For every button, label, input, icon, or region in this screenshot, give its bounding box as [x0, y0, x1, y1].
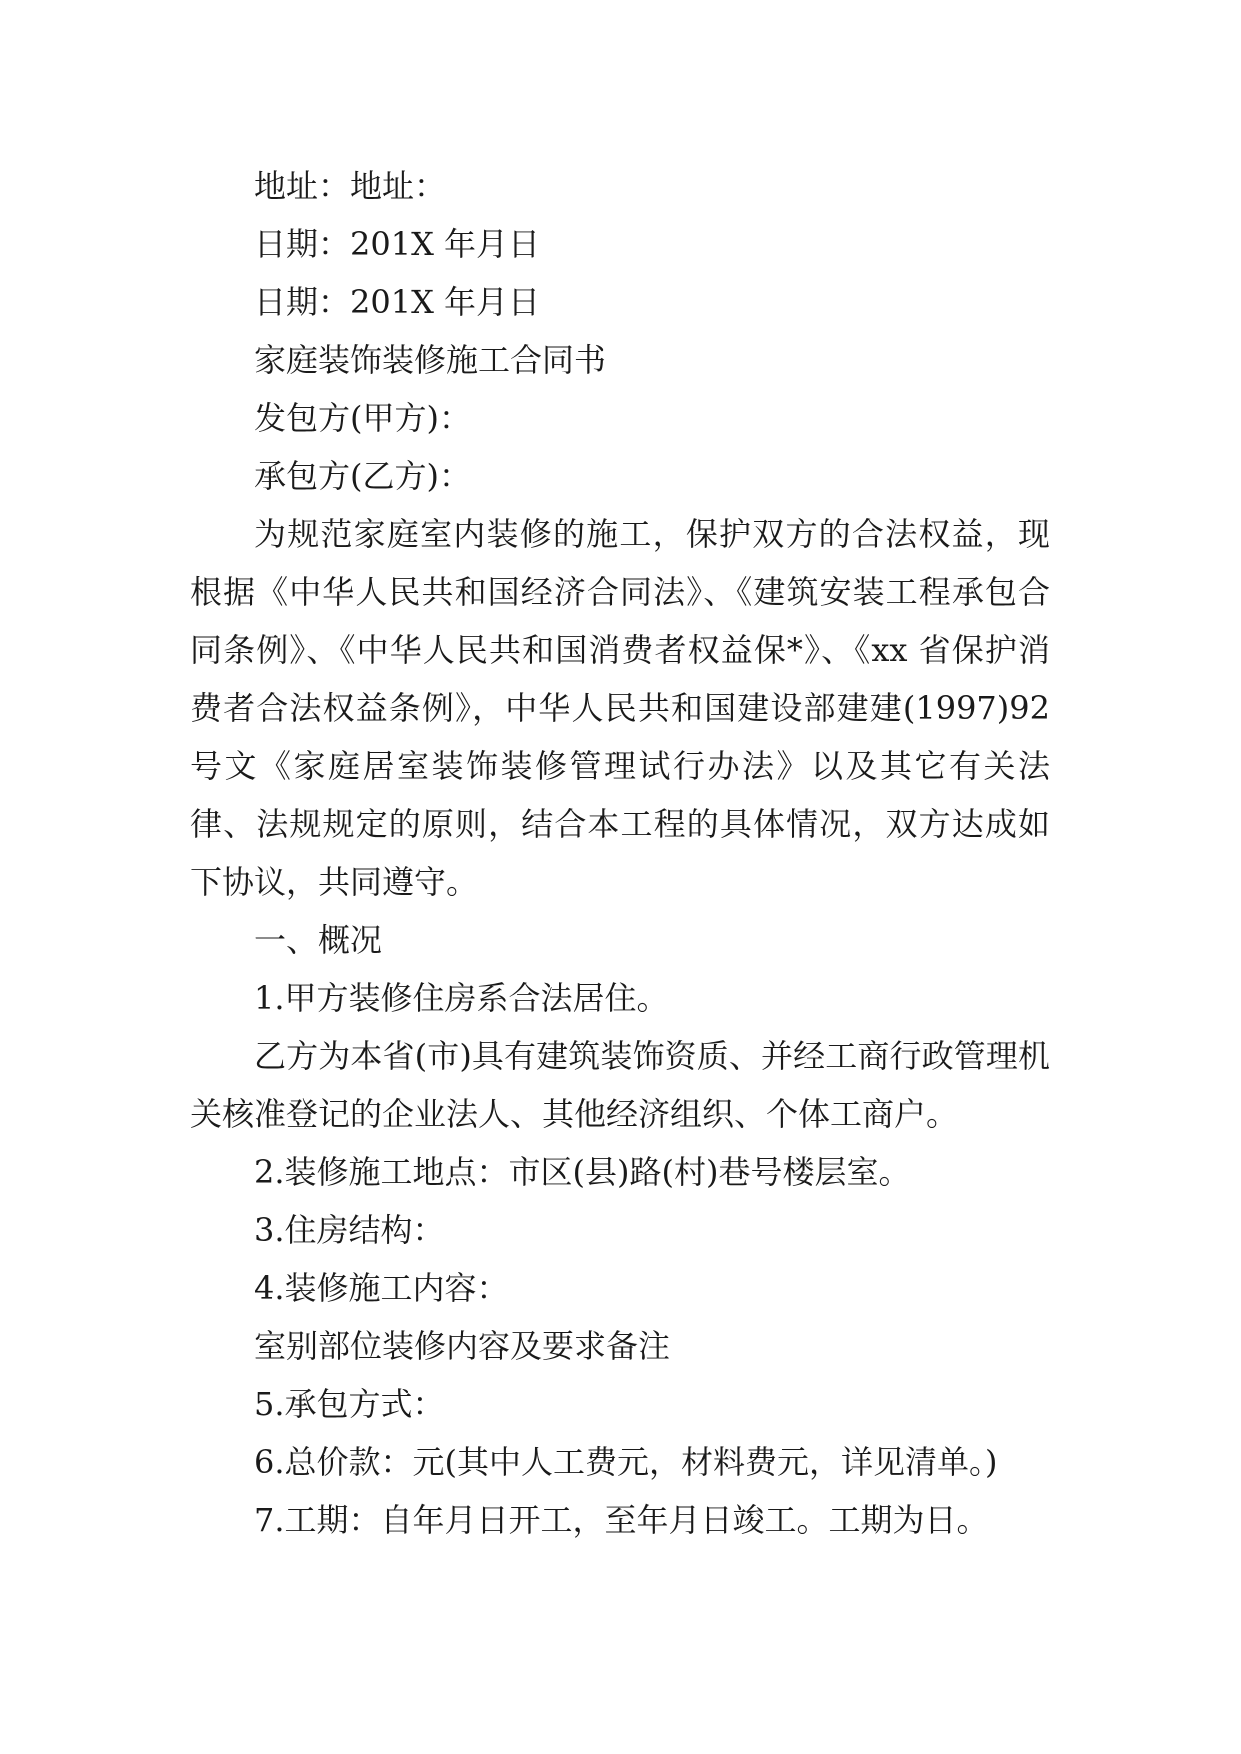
party-b-line: 承包方(乙方)：	[254, 457, 471, 495]
clause-6-total-price: 6.总价款：元(其中人工费元，材料费元，详见清单。)	[254, 1443, 998, 1481]
preamble-paragraph: 为规范家庭室内装修的施工，保护双方的合法权益，现根据《中华人民共和国经济合同法》、《建筑安装工程承包合同条例》、《中华人民共和国消费者权益保*》、《xx 省保护消费者合法权益条例》，中华人民共和国建设部建建(1997)92号文《家庭居室装饰装修管理试行办法》以及其它有关法律、法规规定的原则，结合本工程的具体情况，双方达成如下协议，共同遵守。	[190, 515, 1050, 901]
party-a-line: 发包方(甲方)：	[254, 399, 471, 437]
section-heading-overview: 一、概况	[254, 921, 383, 959]
clause-2-location: 2.装修施工地点：市区(县)路(村)巷号楼层室。	[254, 1153, 911, 1191]
date-line-party-b: 日期：201X 年月日	[254, 283, 541, 321]
address-line: 地址：地址：	[254, 167, 447, 205]
clause-7-schedule: 7.工期：自年月日开工，至年月日竣工。工期为日。	[254, 1501, 989, 1539]
clause-1: 1.甲方装修住房系合法居住。	[254, 979, 669, 1017]
contract-title: 家庭装饰装修施工合同书	[254, 341, 607, 379]
clause-5-contract-mode: 5.承包方式：	[254, 1385, 445, 1423]
content-table-header: 室别部位装修内容及要求备注	[254, 1327, 671, 1365]
clause-4-content: 4.装修施工内容：	[254, 1269, 509, 1307]
date-line-party-a: 日期：201X 年月日	[254, 225, 541, 263]
party-b-qualification-paragraph: 乙方为本省(市)具有建筑装饰资质、并经工商行政管理机关核准登记的企业法人、其他经济组织、个体工商户。	[190, 1037, 1050, 1133]
document-body	[190, 157, 1050, 1549]
clause-3-structure: 3.住房结构：	[254, 1211, 445, 1249]
